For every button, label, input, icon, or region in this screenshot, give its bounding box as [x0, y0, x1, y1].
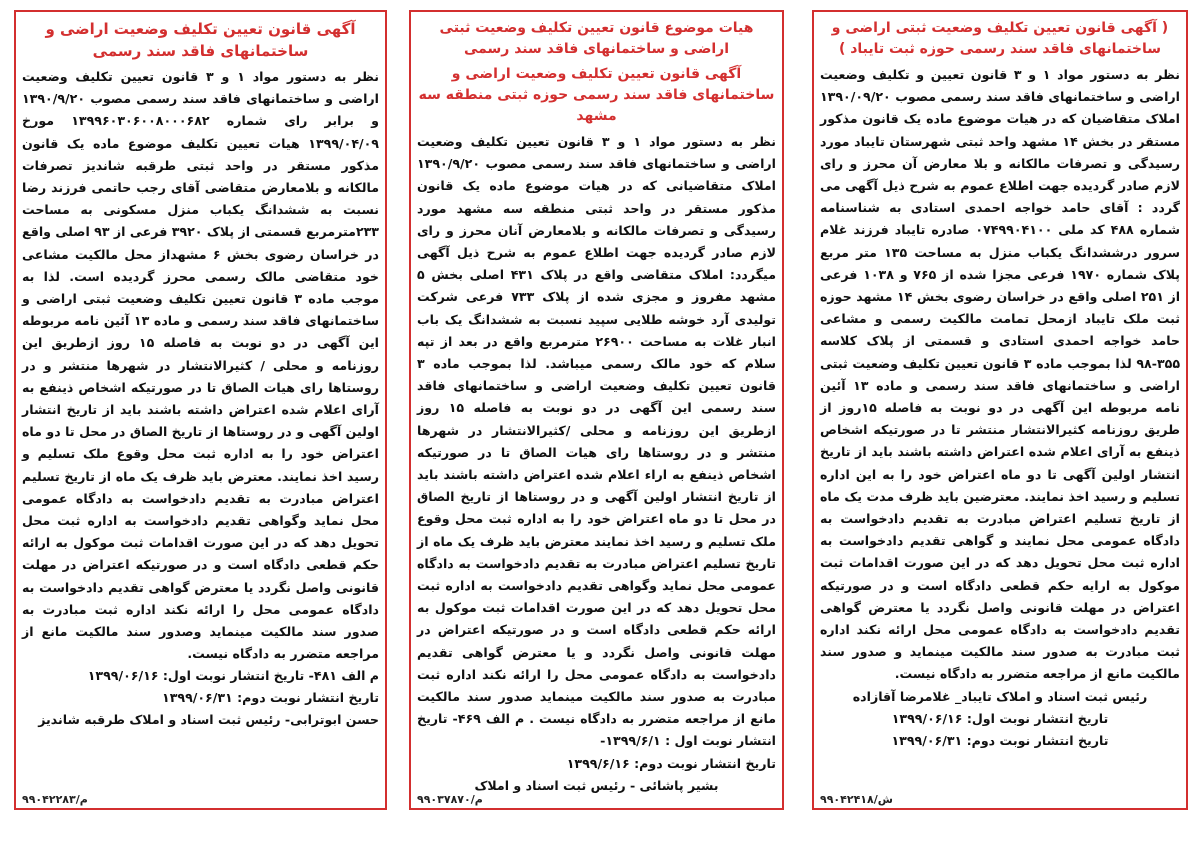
notice-body: نظر به دستور مواد ۱ و ۳ قانون تعیین و تکلیف وضعیت اراضی و ساختمانهای فاقد سند رسمی مصوب ۱۳۹۰/۰۹/۲۰ املاک متقاضیان که در هیات موضوع ماده یک قانون مذکور مستقر در بخش ۱۴ مشهد واحد ثبتی شهرستان تایباد مورد رسیدگی و تصرفات مالکانه و بلا معارض آن محرز و رای لازم صادر گردیده جهت اطلاع عموم به شرح ذیل آگهی می گردد : آقای حامد خواجه احمدی استادی به شناسنامه شماره ۴۸۸ کد ملی ۰۷۴۹۹۰۴۱۰۰ صادره تایباد فرزند غلام سرور درششدانگ یکباب منزل به مساحت ۱۳۵ متر مربع پلاک شماره ۱۹۷۰ فرعی مجزا شده از ۷۶۵ و ۱۰۳۸ فرعی از ۲۵۱ اصلی واقع در خراسان رضوی بخش ۱۴ مشهد حوزه ثبت ملک تایباد ازمحل تمامت مالکیت رسمی و مشاعی حامد خواجه احمدی استادی و قسمتی از پلاک کلاسه ۳۵۵-۹۸ لذا بموجب ماده ۳ قانون تعیین تکلیف وضعیت ثبتی اراضی و ساختمانهای فاقد سند رسمی و ماده ۱۳ آئین نامه مربوطه این آگهی در دو نوبت به فاصله ۱۵روز از طریق روزنامه کثیرالانتشار منتشر تا در صورتیکه اشخاص ذینفع به آرای اعلام شده اعتراض داشته باشند باید از تاریخ انتشار اولین آگهی تا دو ماه اعتراض خود را به این اداره تسلیم و رسید اخذ نمایند. معترضین باید ظرف مدت یک ماه از تاریخ تسلیم اعتراض مبادرت به تقدیم دادخواست به دادگاه عمومی محل نمایند و گواهی تقدیم دادخواست به اداره ثبت محل تحویل دهد که در این صورت اقدامات ثبت موکول به ارایه حکم قطعی دادگاه است و در صورتیکه اعتراض در مهلت قانونی واصل نگردد یا معترض گواهی تقدیم دادخواست به دادگاه عمومی محل ارائه نکند اداره ثبت مبادرت به صدور سند مالکیت مینماید و صدور سند مالکیت مانع از مراجعه متضرر به دادگاه نیست. — [820, 67, 1181, 682]
notice-title: آگهی قانون تعیین تکلیف وضعیت اراضی و ساختمانهای فاقد سند رسمی — [45, 20, 356, 60]
notice-signature: بشیر پاشائی - رئیس ثبت اسناد و املاک — [474, 777, 719, 793]
notice-signature: حسن ابوترابی- رئیس ثبت اسناد و املاک طرقبه شاندیز — [38, 712, 379, 728]
notice-header: هیات موضوع قانون تعیین تکلیف وضعیت ثبتی اراضی و ساختمانهای فاقد سند رسمی — [439, 20, 754, 57]
publish-date-second: تاریخ انتشار نوبت دوم: ۱۳۹۹/۶/۱۶ — [566, 755, 776, 771]
publish-date-second: تاریخ انتشار نوبت دوم: ۱۳۹۹/۰۶/۳۱ — [891, 732, 1109, 748]
notice-reference: م الف ۴۸۱- تاریخ انتشار نوبت اول: ۱۳۹۹/۰۶/۱۶ — [87, 668, 379, 684]
notice-code: ش/۹۹۰۴۲۴۱۸ — [820, 793, 893, 806]
notice-title: آگهی قانون تعیین تکلیف وضعیت اراضی و ساختمانهای فاقد سند رسمی حوزه ثبتی منطقه سه مشهد — [418, 66, 775, 124]
publish-date-second: تاریخ انتشار نوبت دوم: ۱۳۹۹/۰۶/۳۱ — [162, 690, 379, 706]
notice-torghabeh — [14, 10, 387, 810]
notice-code: م/۹۹۰۴۲۲۸۳ — [22, 793, 88, 806]
notice-body: نظر به دستور مواد ۱ و ۳ قانون تعیین تکلیف وضعیت اراضی و ساختمانهای فاقد سند رسمی مصوب ۱۳۹۰/۹/۲۰ و برابر رای شماره ۱۳۹۹۶۰۳۰۶۰۰۸۰۰۰۶۸۲ مورخ ۱۳۹۹/۰۴/۰۹ هیات تعیین تکلیف موضوع ماده یک قانون مذکور مستقر در واحد ثبتی طرقبه شاندیز تصرفات مالکانه و بلامعارض متقاضی آقای رجب حاتمی فرزند رضا نسبت به ششدانگ یکباب منزل مسکونی به مساحت ۲۳۳مترمربع قسمتی از پلاک ۳۹۲۰ فرعی از ۹۳ اصلی واقع در خراسان رضوی بخش ۶ مشهداز محل مالکیت مشاعی خود متقاضی مالک رسمی محرز گردیده است. لذا به موجب ماده ۳ قانون تعیین تکلیف وضعیت ثبتی اراضی و ساختمانهای فاقد سند رسمی و ماده ۱۳ آئین نامه مربوطه این آگهی در دو نوبت به فاصله ۱۵ روز ازطریق این روزنامه و محلی / کثیرالانتشار در شهرها منتشر و در روستاها رای هیات الصاق تا در صورتیکه اشخاص ذینفع به آرای اعلام شده اعتراض داشته باشند باید از تاریخ انتشار اولین آگهی و در روستاها از تاریخ الصاق در محل تا دو ماه اعتراض خود را به اداره ثبت محل وقوع ملک تسلیم و رسید اخذ نمایند. معترض باید ظرف یک ماه از تاریخ تسلیم اعتراض مبادرت به تقدیم دادخواست به دادگاه عمومی محل نماید وگواهی تقدیم دادخواست به اداره ثبت محل تحویل دهد که در این صورت اقدامات ثبت موکول به ارائه حکم قطعی دادگاه است و در صورتیکه اعتراض در مهلت قانونی واصل نگردد یا معترض گواهی تقدیم دادخواست به دادگاه عمومی محل را ارائه نکند اداره ثبت مبادرت به صدور سند مالکیت مینماید وصدور سند مالکیت مانع از مراجعه متضرر به دادگاه نیست. — [22, 69, 380, 662]
notice-title: ( آگهی قانون تعیین تکلیف وضعیت ثبتی اراضی و ساختمانهای فاقد سند رسمی حوزه ثبت تایباد ) — [831, 20, 1169, 57]
notice-signature: رئیس ثبت اسناد و املاک تایباد_ غلامرضا آقازاده — [852, 688, 1148, 704]
notice-body: نظر به دستور مواد ۱ و ۳ قانون تعیین تکلیف وضعیت اراضی و ساختمانهای فاقد سند رسمی مصوب ۱۳۹۰/۹/۲۰ املاک متقاضیانی که در هیات موضوع ماده یک قانون مذکور مستقر در واحد ثبتی منطقه سه مشهد مورد رسیدگی و تصرفات مالکانه و بلامعارض آنان محرز و رای لازم صادر گردیده جهت اطلاع عموم به شرح ذیل آگهی میگردد: املاک متقاضی واقع در پلاک ۴۳۱ اصلی بخش ۵ مشهد مفروز و مجزی شده از پلاک ۷۳۳ فرعی شرکت تولیدی آرد خوشه طلایی سپید نسبت به ششدانگ یک باب انبار غلات به مساحت ۲۶۹۰۰ مترمربع واقع در بعد از تپه سلام که خود مالک رسمی میباشد. لذا بموجب ماده ۳ قانون تعیین تکلیف وضعیت اراضی و ساختمانهای فاقد سند رسمی این آگهی در دو نوبت به فاصله ۱۵ روز ازطریق این روزنامه و محلی /کثیرالانتشار در شهرها منتشر و در روستاها رای هیات الصاق تا در صورتیکه اشخاص ذینفع به اراء اعلام شده اعتراض داشته باشند باید از تاریخ انتشار اولین آگهی و در روستاها از تاریخ الصاق در محل تا دو ماه اعتراض خود را به اداره ثبت محل وقوع ملک تسلیم و رسید اخذ نمایند معترض باید ظرف یک ماه از تاریخ تسلیم اعتراض مبادرت به تقدیم دادخواست به دادگاه عمومی محل نماید وگواهی تقدیم دادخواست به اداره ثبت محل تحویل دهد که در این صورت اقدامات ثبت موکول به ارائه حکم قطعی دادگاه است و در صورتیکه اعتراض در مهلت قانونی واصل نگردد و یا معترض گواهی تقدیم دادخواست به دادگاه عمومی محل را ارائه نکند اداره ثبت مبادرت به صدور سند مالکیت مینماید صدور سند مالکیت مانع از مراجعه متضرر به دادگاه نیست . م الف ۴۶۹- تاریخ انتشار نوبت اول : ۱۳۹۹/۶/۱- — [417, 134, 777, 749]
notice-taybad — [812, 10, 1188, 810]
notice-mashhad-3 — [409, 10, 784, 810]
publish-date-first: تاریخ انتشار نوبت اول: ۱۳۹۹/۰۶/۱۶ — [891, 710, 1109, 726]
notice-code: م/۹۹۰۳۷۸۷۰ — [417, 793, 483, 806]
